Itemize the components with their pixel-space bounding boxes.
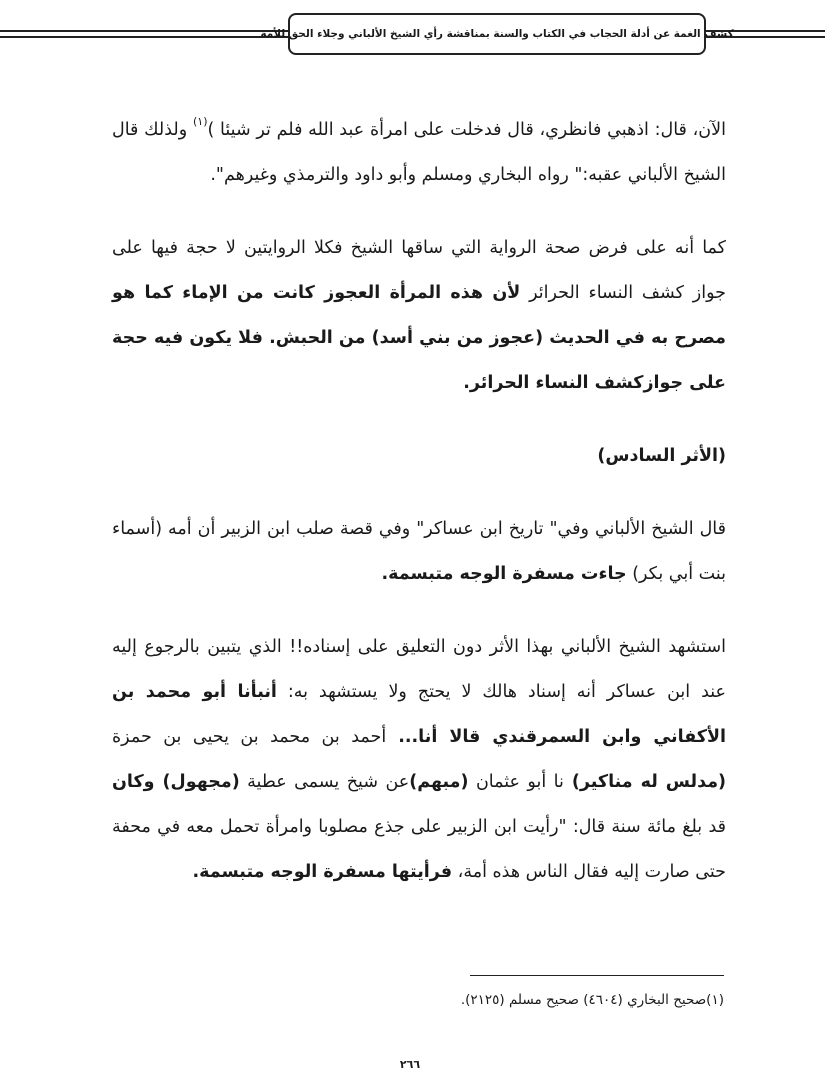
page-number: ٢٦٦ — [399, 1058, 421, 1071]
paragraph-4 — [112, 625, 726, 895]
paragraph-4-text-2: أحمد بن محمد بن يحيى بن حمزة — [112, 727, 387, 747]
paragraph-3-text: قال الشيخ الألباني وفي" تاريخ ابن عساكر" وفي قصة صلب ابن الزبير أن أمه (أسماء بنت أبي بكر) — [112, 519, 726, 584]
footnote-separator — [470, 975, 724, 976]
paragraph-4-bold-2: (مدلس له مناكير) — [563, 772, 727, 792]
paragraph-2 — [112, 226, 726, 406]
section-heading: (الأثر السادس) — [597, 446, 726, 466]
paragraph-4-text: استشهد الشيخ الألباني بهذا الأثر دون التعليق على إسناده!! الذي يتبين بالرجوع إليه عند ابن عساكر أنه إسناد هالك لا يحتج ولا يستشهد به: — [112, 637, 726, 702]
paragraph-4-bold-4: (مجهول) وكان — [112, 772, 240, 792]
paragraph-3 — [112, 507, 726, 597]
footnote-reference: (١) — [192, 115, 208, 128]
paragraph-4-bold-5: فرأيتها مسفرة الوجه متبسمة. — [192, 862, 453, 882]
paragraph-4-bold-1: أنبأنا أبو محمد بن الأكفاني وابن السمرقندي قالا أنا... — [112, 682, 727, 747]
paragraph-1-text: الآن، قال: اذهبي فانظري، قال فدخلت على امرأة عبد الله فلم تر شيئا ) — [207, 120, 727, 140]
running-header-title: كشف الغمة عن أدلة الحجاب في الكتاب والسنة بمناقشة رأي الشيخ الألباني وجلاء الحق للأمة — [260, 28, 734, 40]
paragraph-4-text-5: قد بلغ مائة سنة قال: "رأيت ابن الزبير على جذع مصلوبا وامرأة تحمل معه في محفة حتى صارت إليه فقال الناس هذه أمة، — [112, 817, 726, 882]
running-header — [260, 13, 734, 55]
main-text — [112, 108, 726, 923]
paragraph-1 — [112, 108, 726, 198]
paragraph-4-text-4: عن شيخ يسمى عطية — [239, 772, 410, 792]
paragraph-2-bold: لأن هذه المرأة العجوز كانت من الإماء كما هو مصرح به في الحديث (عجوز من بني أسد) من الحبش. فلا يكون فيه حجة على جوازكشف النساء الحرائر. — [112, 283, 726, 393]
paragraph-3-bold: جاءت مسفرة الوجه متبسمة. — [381, 564, 627, 584]
paragraph-4-text-3: نا أبو عثمان — [468, 772, 564, 792]
footnote: (١)صحيح البخاري (٤٦٠٤) صحيح مسلم (٢١٢٥). — [460, 992, 724, 1008]
paragraph-4-bold-3: (مبهم) — [409, 772, 469, 792]
paragraph-2-text: كما أنه على فرض صحة الرواية التي ساقها الشيخ فكلا الروايتين لا حجة فيها على جواز كشف النساء الحرائر — [112, 238, 726, 303]
paragraph-1-text-continued: ولذلك قال الشيخ الألباني عقبه:" رواه البخاري ومسلم وأبو داود والترمذي وغيرهم". — [112, 120, 726, 185]
